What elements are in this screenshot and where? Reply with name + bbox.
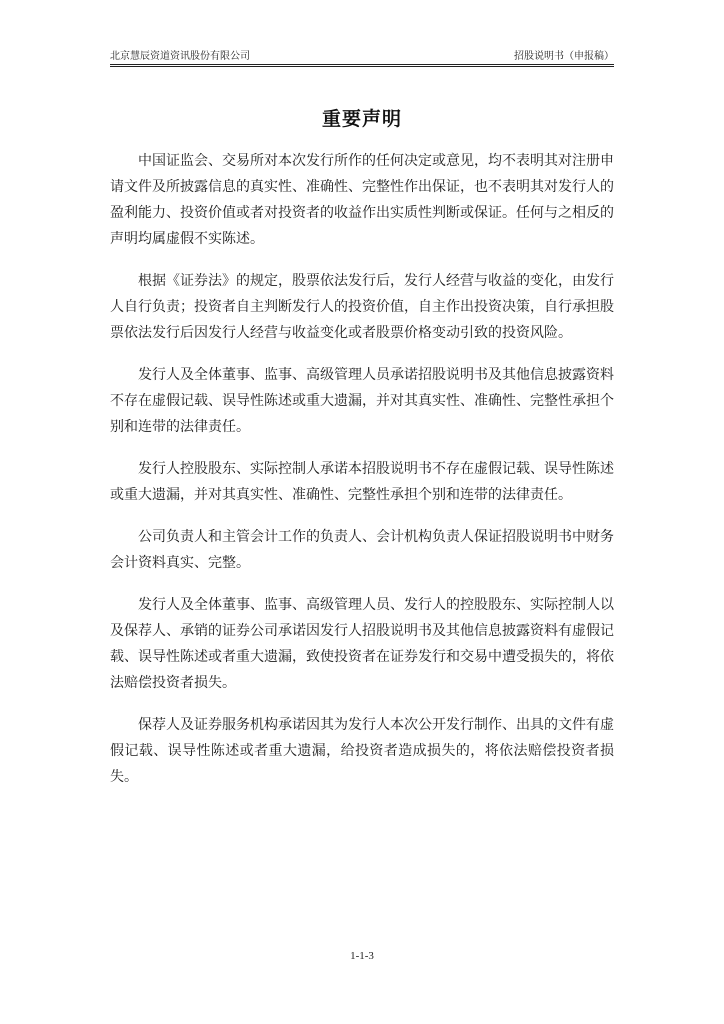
header-company-name: 北京慧辰资道资讯股份有限公司 <box>110 51 250 62</box>
paragraph-compensation-commitment: 发行人及全体董事、监事、高级管理人员、发行人的控股股东、实际控制人以及保荐人、承销的证券公司承诺因发行人招股说明书及其他信息披露资料有虚假记载、误导性陈述或者重大遗漏，致使投资者在证券发行和交易中遭受损失的，将依法赔偿投资者损失。 <box>110 597 614 691</box>
paragraph-regulator-disclaimer: 中国证监会、交易所对本次发行所作的任何决定或意见，均不表明其对注册申请文件及所披露信息的真实性、准确性、完整性作出保证，也不表明其对发行人的盈利能力、投资价值或者对投资者的收益作出实质性判断或保证。任何与之相反的声明均属虚假不实陈述。 <box>110 153 614 247</box>
header-document-type: 招股说明书（申报稿） <box>514 51 614 62</box>
header-divider-secondary <box>110 66 614 67</box>
paragraph-directors-commitment: 发行人及全体董事、监事、高级管理人员承诺招股说明书及其他信息披露资料不存在虚假记载、误导性陈述或重大遗漏，并对其真实性、准确性、完整性承担个别和连带的法律责任。 <box>110 367 614 435</box>
paragraph-controlling-shareholder-commitment: 发行人控股股东、实际控制人承诺本招股说明书不存在虚假记载、误导性陈述或重大遗漏，并对其真实性、准确性、完整性承担个别和连带的法律责任。 <box>110 461 614 503</box>
page-number: 1-1-3 <box>350 950 374 962</box>
header-divider <box>110 64 614 65</box>
paragraph-financial-data-guarantee: 公司负责人和主管会计工作的负责人、会计机构负责人保证招股说明书中财务会计资料真实、完整。 <box>110 529 614 571</box>
declaration-body <box>110 148 614 806</box>
paragraph-service-institution-commitment: 保荐人及证券服务机构承诺因其为发行人本次公开发行制作、出具的文件有虚假记载、误导性陈述或者重大遗漏，给投资者造成损失的，将依法赔偿投资者损失。 <box>110 717 614 785</box>
paragraph-securities-law-risk: 根据《证券法》的规定，股票依法发行后，发行人经营与收益的变化，由发行人自行负责；投资者自主判断发行人的投资价值，自主作出投资决策，自行承担股票依法发行后因发行人经营与收益变化或者股票价格变动引致的投资风险。 <box>110 273 614 341</box>
page-title: 重要声明 <box>321 108 402 130</box>
